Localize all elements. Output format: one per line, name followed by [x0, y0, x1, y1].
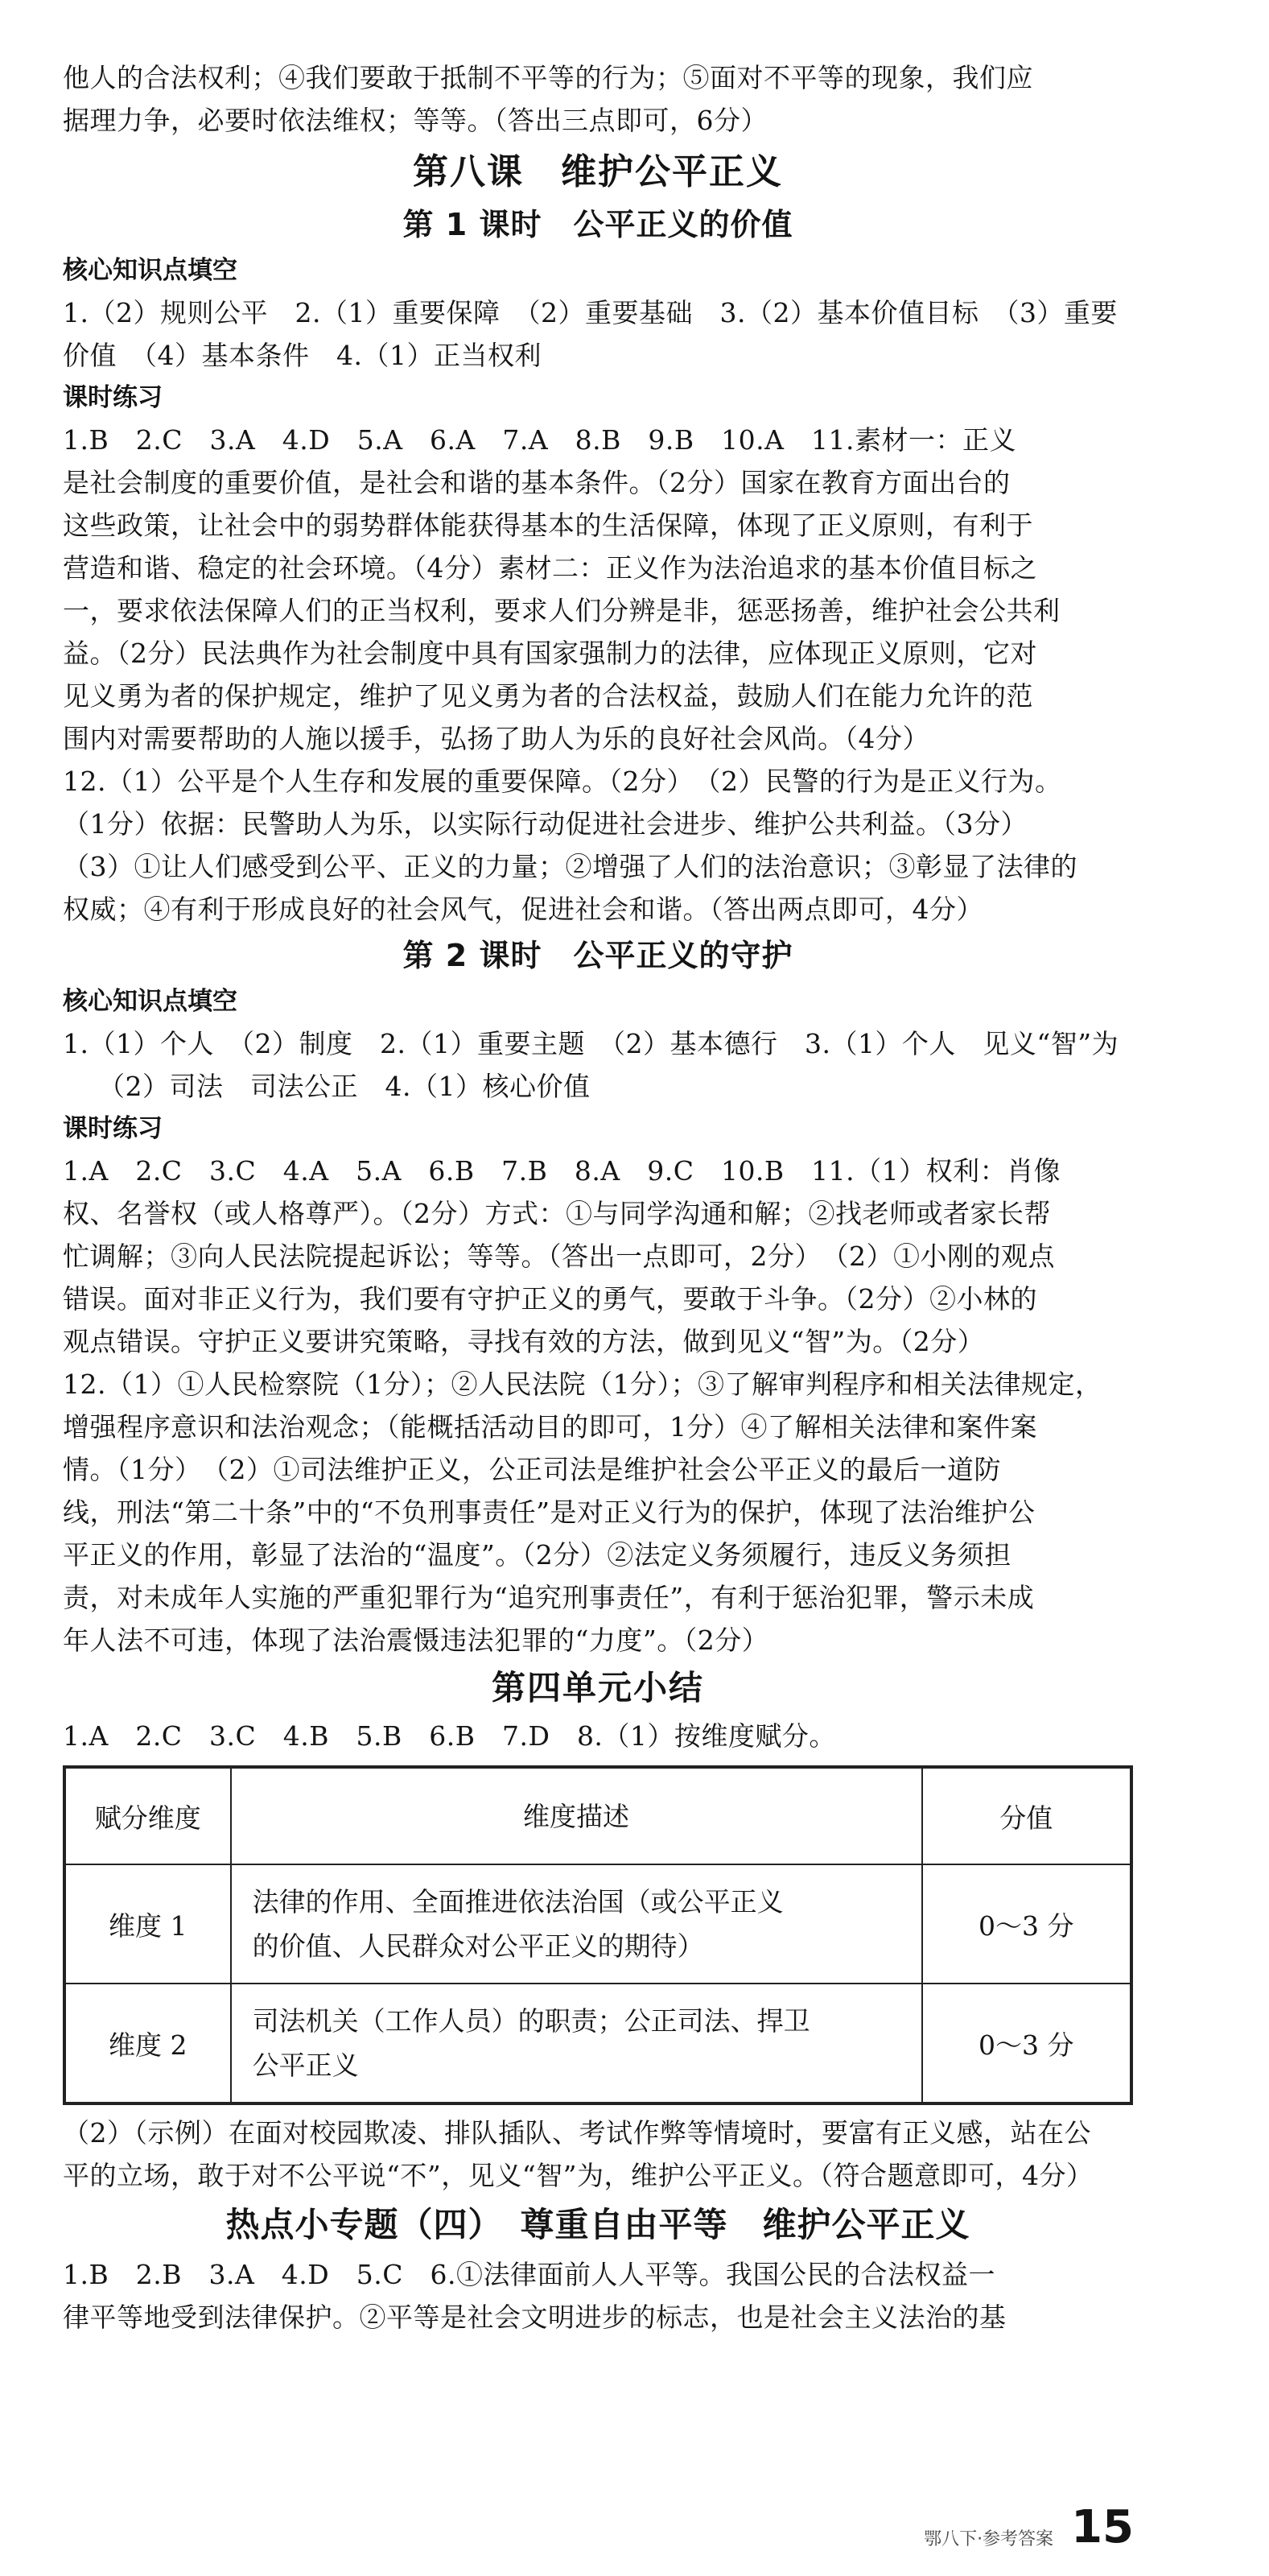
text-line: 1.（2）规则公平 2.（1）重要保障 （2）重要基础 3.（2）基本价值目标 （3）重要 [63, 297, 1118, 328]
cell-line: 司法机关（工作人员）的职责；公正司法、捍卫 [252, 2005, 810, 2037]
class2-practice-heading: 课时练习 [63, 1114, 163, 1143]
score-cell: 0～3 分 [922, 1864, 1131, 1984]
class2-practice-block [63, 1150, 1133, 1662]
table-header-cell: 维度描述 [231, 1767, 922, 1864]
table-row [64, 1864, 1131, 1984]
text-line: 12.（1）公平是个人生存和发展的重要保障。（2分） （2）民警的行为是正义行为。 [63, 766, 1062, 797]
text-line: 1.A 2.C 3.C 4.B 5.B 6.B 7.D 8.（1）按维度赋分。 [63, 1720, 836, 1752]
text-line: 权、名誉权（或人格尊严）。（2分）方式：①与同学沟通和解；②找老师或者家长帮 [63, 1198, 1051, 1229]
text-line: 情。（1分） （2）①司法维护正义，公正司法是维护社会公平正义的最后一道防 [63, 1454, 1001, 1485]
text-line: 平的立场，敢于对不公平说“不”，见义“智”为，维护公平正义。（符合题意即可，4分） [63, 2160, 1094, 2191]
description-cell [231, 1864, 922, 1984]
text-line: 见义勇为者的保护规定，维护了见义勇为者的合法权益，鼓励人们在能力允许的范 [63, 680, 1033, 712]
text-line: 权威；④有利于形成良好的社会风气，促进社会和谐。（答出两点即可，4分） [63, 894, 983, 925]
text-line: 围内对需要帮助的人施以援手，弘扬了助人为乐的良好社会风尚。（4分） [63, 723, 929, 754]
text-line: 责，对未成年人实施的严重犯罪行为“追究刑事责任”，有利于惩治犯罪，警示未成 [63, 1582, 1035, 1613]
cell-line: 的价值、人民群众对公平正义的期待） [252, 1930, 704, 1962]
unit-summary-title: 第四单元小结 [491, 1668, 704, 1707]
answer-page [63, 56, 1133, 2339]
score-cell: 0～3 分 [922, 1984, 1131, 2103]
text-line: 营造和谐、稳定的社会环境。（4分）素材二：正义作为法治追求的基本价值目标之 [63, 552, 1037, 584]
class1-practice-block [63, 419, 1133, 931]
hot-topic-title: 热点小专题（四） 尊重自由平等 维护公平正义 [225, 2205, 970, 2244]
class1-title: 第 1 课时 公平正义的价值 [402, 207, 793, 242]
text-line: 价值 （4）基本条件 4.（1）正当权利 [63, 340, 542, 371]
class1-practice-heading: 课时练习 [63, 383, 163, 412]
page-footer [924, 2501, 1134, 2553]
class2-fill-heading: 核心知识点填空 [63, 987, 237, 1016]
text-line: 1.A 2.C 3.C 4.A 5.A 6.B 7.B 8.A 9.C 10.B 11.（1）权利：肖像 [63, 1155, 1061, 1187]
scoring-table [63, 1765, 1133, 2105]
table-header-row [64, 1767, 1131, 1864]
text-line: 错误。面对非正义行为，我们要有守护正义的勇气，要敢于斗争。（2分）②小林的 [63, 1283, 1037, 1315]
table-header-cell: 分值 [922, 1767, 1131, 1864]
text-line: 他人的合法权利；④我们要敢于抵制不平等的行为；⑤面对不平等的现象，我们应 [63, 62, 1033, 93]
class1-fill-heading: 核心知识点填空 [63, 256, 237, 285]
text-line: （2）（示例）在面对校园欺凌、排队插队、考试作弊等情境时，要富有正义感，站在公 [63, 2117, 1091, 2149]
dimension-cell: 维度 1 [64, 1864, 231, 1984]
text-line: 年人法不可违，体现了法治震慑违法犯罪的“力度”。（2分） [63, 1624, 769, 1656]
class2-title: 第 2 课时 公平正义的守护 [402, 938, 793, 973]
table-row [64, 1984, 1131, 2103]
text-line: 这些政策，让社会中的弱势群体能获得基本的生活保障，体现了正义原则，有利于 [63, 510, 1033, 541]
page-number: 15 [1071, 2501, 1134, 2553]
text-line: （1分）依据：民警助人为乐，以实际行动促进社会进步、维护公共利益。（3分） [63, 808, 1028, 840]
text-line: 线，刑法“第二十条”中的“不负刑事责任”是对正义行为的保护，体现了法治维护公 [63, 1496, 1036, 1528]
description-cell [231, 1984, 922, 2103]
text-line: 忙调解；③向人民法院提起诉讼；等等。（答出一点即可，2分） （2）①小刚的观点 [63, 1241, 1055, 1272]
text-line: 观点错误。守护正义要讲究策略，寻找有效的方法，做到见义“智”为。（2分） [63, 1326, 985, 1357]
text-line: 1.B 2.C 3.A 4.D 5.A 6.A 7.A 8.B 9.B 10.A 11.素材一：正义 [63, 424, 1016, 456]
cell-line: 法律的作用、全面推进依法治国（或公平正义 [252, 1886, 784, 1918]
dimension-cell: 维度 2 [64, 1984, 231, 2103]
text-line: 是社会制度的重要价值，是社会和谐的基本条件。（2分）国家在教育方面出台的 [63, 467, 1011, 498]
text-line: 1.B 2.B 3.A 4.D 5.C 6.①法律面前人人平等。我国公民的合法权益一 [63, 2259, 995, 2290]
text-line: 一，要求依法保障人们的正当权利，要求人们分辨是非，惩恶扬善，维护社会公共利 [63, 595, 1061, 626]
text-line: 增强程序意识和法治观念；（能概括活动目的即可，1分）④了解相关法律和案件案 [63, 1411, 1037, 1443]
table-header-cell: 赋分维度 [64, 1767, 231, 1864]
text-line: （2）司法 司法公正 4.（1）核心价值 [98, 1071, 591, 1102]
text-line: （3）①让人们感受到公平、正义的力量；②增强了人们的法治意识；③彰显了法律的 [63, 851, 1077, 882]
intro-block [63, 56, 1133, 142]
footer-label: 鄂八下·参考答案 [924, 2529, 1054, 2549]
text-line: 益。（2分）民法典作为社会制度中具有国家强制力的法律，应体现正义原则，它对 [63, 638, 1037, 669]
text-line: 1.（1）个人 （2）制度 2.（1）重要主题 （2）基本德行 3.（1）个人 见义“智”为 [63, 1028, 1119, 1059]
text-line: 平正义的作用，彰显了法治的“温度”。（2分）②法定义务须履行，违反义务须担 [63, 1539, 1011, 1571]
text-line: 律平等地受到法律保护。②平等是社会文明进步的标志，也是社会主义法治的基 [63, 2301, 1007, 2333]
lesson-title: 第八课 维护公平正义 [413, 151, 783, 192]
text-line: 据理力争，必要时依法维权；等等。（答出三点即可，6分） [63, 105, 768, 136]
cell-line: 公平正义 [252, 2050, 359, 2081]
text-line: 12.（1）①人民检察院（1分）；②人民法院（1分）；③了解审判程序和相关法律规定， [63, 1368, 1102, 1400]
